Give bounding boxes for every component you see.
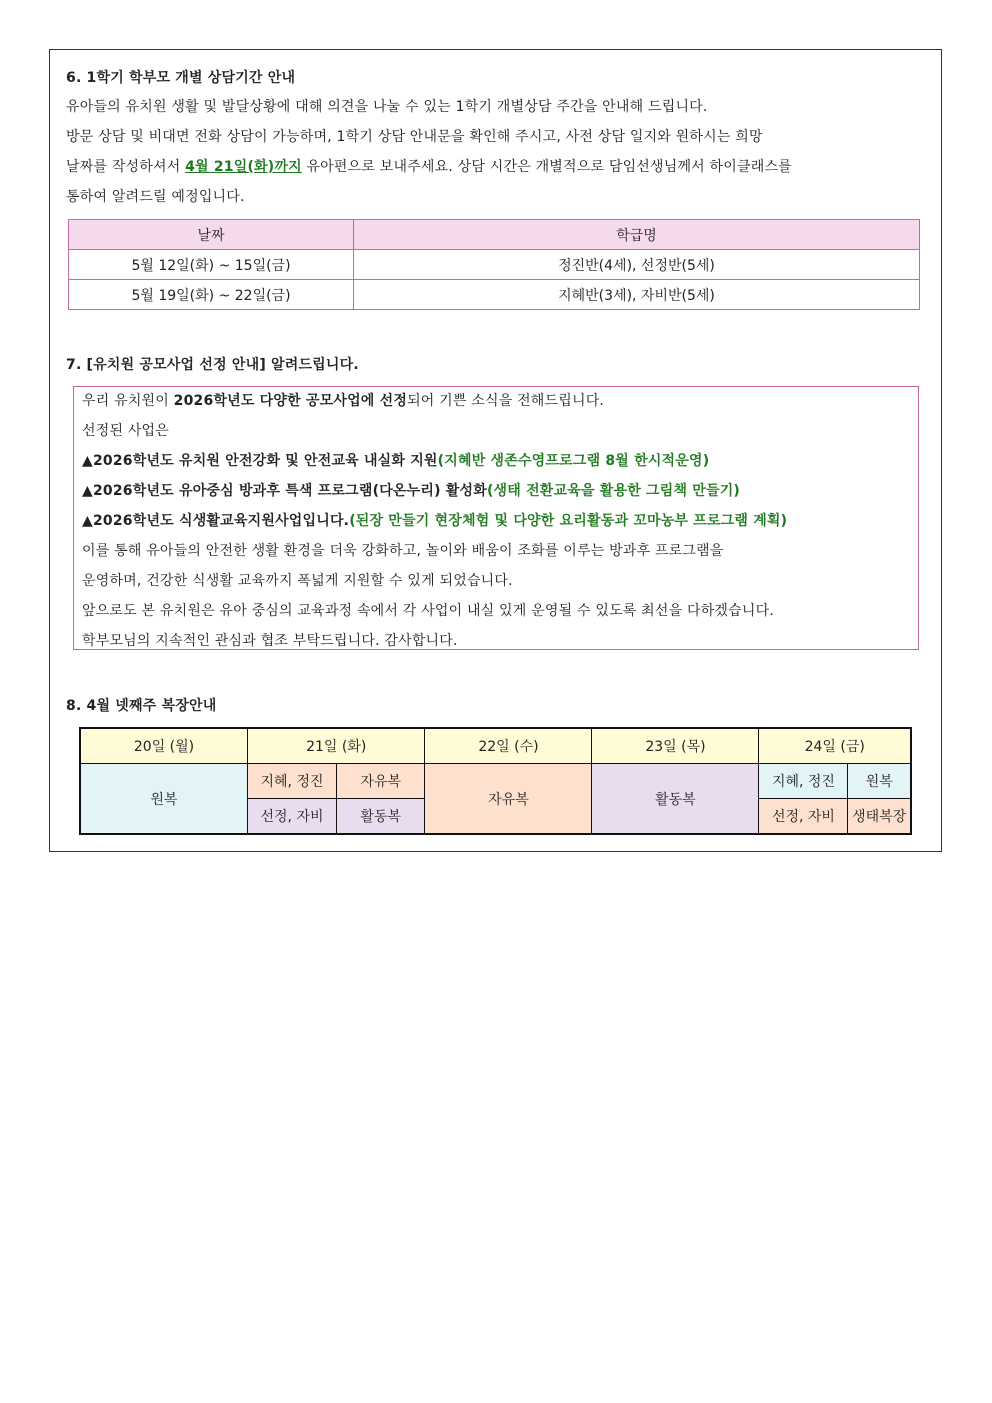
table-header-row bbox=[69, 220, 920, 250]
section6-line1: 유아들의 유치원 생활 및 발달상황에 대해 의견을 나눌 수 있는 1학기 개별상담 주간을 안내해 드립니다. bbox=[66, 99, 708, 115]
intro-line bbox=[82, 390, 604, 410]
body-line3: 앞으로도 본 유치원은 유아 중심의 교육과정 속에서 각 사업이 내실 있게 운영될 수 있도록 최선을 다하겠습니다. bbox=[82, 603, 774, 619]
item2-note: (생태 전환교육을 활용한 그림책 만들기) bbox=[486, 483, 741, 499]
section6-title: 6. 1학기 학부모 개별 상담기간 안내 bbox=[66, 70, 296, 86]
dress-code-table bbox=[79, 727, 912, 835]
row2-class: 지혜반(3세), 자비반(5세) bbox=[354, 280, 920, 310]
line3-post: 유아편으로 보내주세요. 상담 시간은 개별적으로 담임선생님께서 하이클래스를 bbox=[301, 159, 792, 175]
deadline-date: 4월 21일(화)까지 bbox=[185, 159, 302, 175]
tue-group2: 선정, 자비 bbox=[248, 799, 337, 835]
section8-title: 8. 4월 넷째주 복장안내 bbox=[66, 698, 217, 714]
intro-post: 되어 기쁜 소식을 전해드립니다. bbox=[407, 393, 605, 409]
header-date: 날짜 bbox=[69, 220, 354, 250]
header-class: 학급명 bbox=[354, 220, 920, 250]
day-fri: 24일 (금) bbox=[759, 728, 911, 764]
intro-pre: 우리 유치원이 bbox=[82, 393, 174, 409]
table-row bbox=[69, 250, 920, 280]
body-line2: 운영하며, 건강한 식생활 교육까지 폭넓게 지원할 수 있게 되었습니다. bbox=[82, 573, 513, 589]
day-wed: 22일 (수) bbox=[425, 728, 592, 764]
selected-label: 선정된 사업은 bbox=[82, 423, 169, 439]
row2-date: 5월 19일(화) ~ 22일(금) bbox=[69, 280, 354, 310]
item2-main: ▲2026학년도 유아중심 방과후 특색 프로그램(다온누리) 활성화 bbox=[82, 483, 487, 499]
day-thu: 23일 (목) bbox=[592, 728, 759, 764]
fri-group1: 지혜, 정진 bbox=[759, 764, 848, 799]
tue-group1: 지혜, 정진 bbox=[248, 764, 337, 799]
fri-outfit2: 생태복장 bbox=[848, 799, 911, 835]
row1-class: 정진반(4세), 선정반(5세) bbox=[354, 250, 920, 280]
wed-outfit: 자유복 bbox=[425, 764, 592, 835]
row1-date: 5월 12일(화) ~ 15일(금) bbox=[69, 250, 354, 280]
fri-group2: 선정, 자비 bbox=[759, 799, 848, 835]
list-item bbox=[82, 450, 709, 470]
list-item bbox=[82, 480, 740, 500]
item3-note: (된장 만들기 현장체험 및 다양한 요리활동과 꼬마농부 프로그램 계획) bbox=[349, 513, 788, 529]
item1-main: ▲2026학년도 유치원 안전강화 및 안전교육 내실화 지원 bbox=[82, 453, 438, 469]
section6-line2: 방문 상담 및 비대면 전화 상담이 가능하며, 1학기 상담 안내문을 확인해 주시고, 사전 상담 일지와 원하시는 희망 bbox=[66, 129, 763, 145]
consultation-table bbox=[68, 219, 920, 310]
body-line4: 학부모님의 지속적인 관심과 협조 부탁드립니다. 감사합니다. bbox=[82, 633, 458, 649]
table-row bbox=[69, 280, 920, 310]
tue-outfit1: 자유복 bbox=[337, 764, 425, 799]
item1-note: (지혜반 생존수영프로그램 8월 한시적운영) bbox=[437, 453, 710, 469]
item3-main: ▲2026학년도 식생활교육지원사업입니다. bbox=[82, 513, 350, 529]
fri-outfit1: 원복 bbox=[848, 764, 911, 799]
table-row bbox=[80, 764, 911, 799]
table-header-row bbox=[80, 728, 911, 764]
thu-outfit: 활동복 bbox=[592, 764, 759, 835]
list-item bbox=[82, 510, 787, 530]
day-mon: 20일 (월) bbox=[80, 728, 248, 764]
section6-line4: 통하여 알려드릴 예정입니다. bbox=[66, 189, 245, 205]
intro-bold: 2026학년도 다양한 공모사업에 선정 bbox=[173, 393, 408, 409]
announcement-box bbox=[73, 386, 919, 650]
day-tue: 21일 (화) bbox=[248, 728, 425, 764]
section6-line3 bbox=[66, 156, 932, 176]
mon-outfit: 원복 bbox=[80, 764, 248, 835]
tue-outfit2: 활동복 bbox=[337, 799, 425, 835]
body-line1: 이를 통해 유아들의 안전한 생활 환경을 더욱 강화하고, 놀이와 배움이 조화를 이루는 방과후 프로그램을 bbox=[82, 543, 724, 559]
line3-pre: 날짜를 작성하셔서 bbox=[66, 159, 186, 175]
section7-title: 7. [유치원 공모사업 선정 안내] 알려드립니다. bbox=[66, 357, 359, 373]
